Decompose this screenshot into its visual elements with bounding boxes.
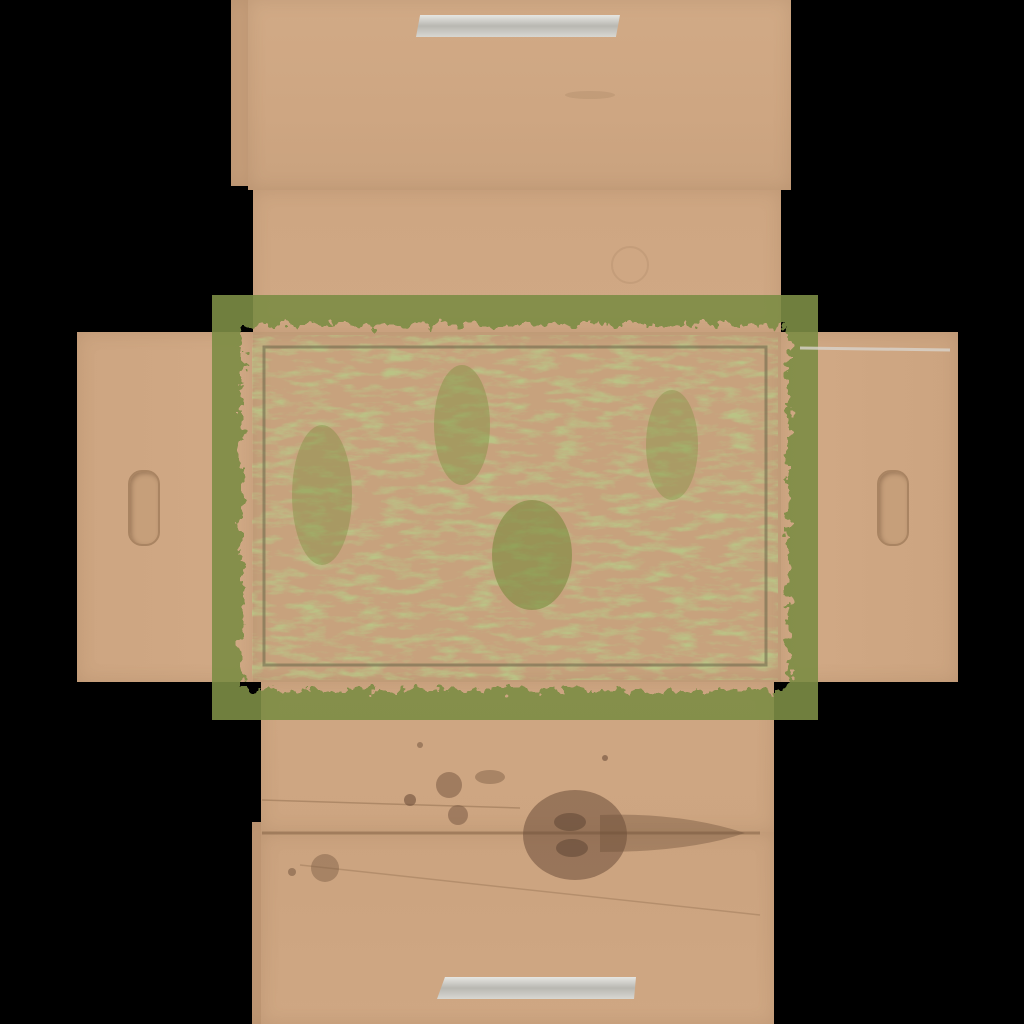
moss-patch (292, 425, 352, 565)
moss-patch (646, 390, 698, 500)
top-tape (416, 15, 620, 37)
moss-patch (492, 500, 572, 610)
moss-patch (434, 365, 490, 485)
left-handle-cutout (128, 470, 160, 546)
bottom-tape (437, 977, 636, 999)
right-handle-cutout (877, 470, 909, 546)
top-flap-edge (231, 0, 248, 186)
moss-growth (212, 295, 818, 720)
